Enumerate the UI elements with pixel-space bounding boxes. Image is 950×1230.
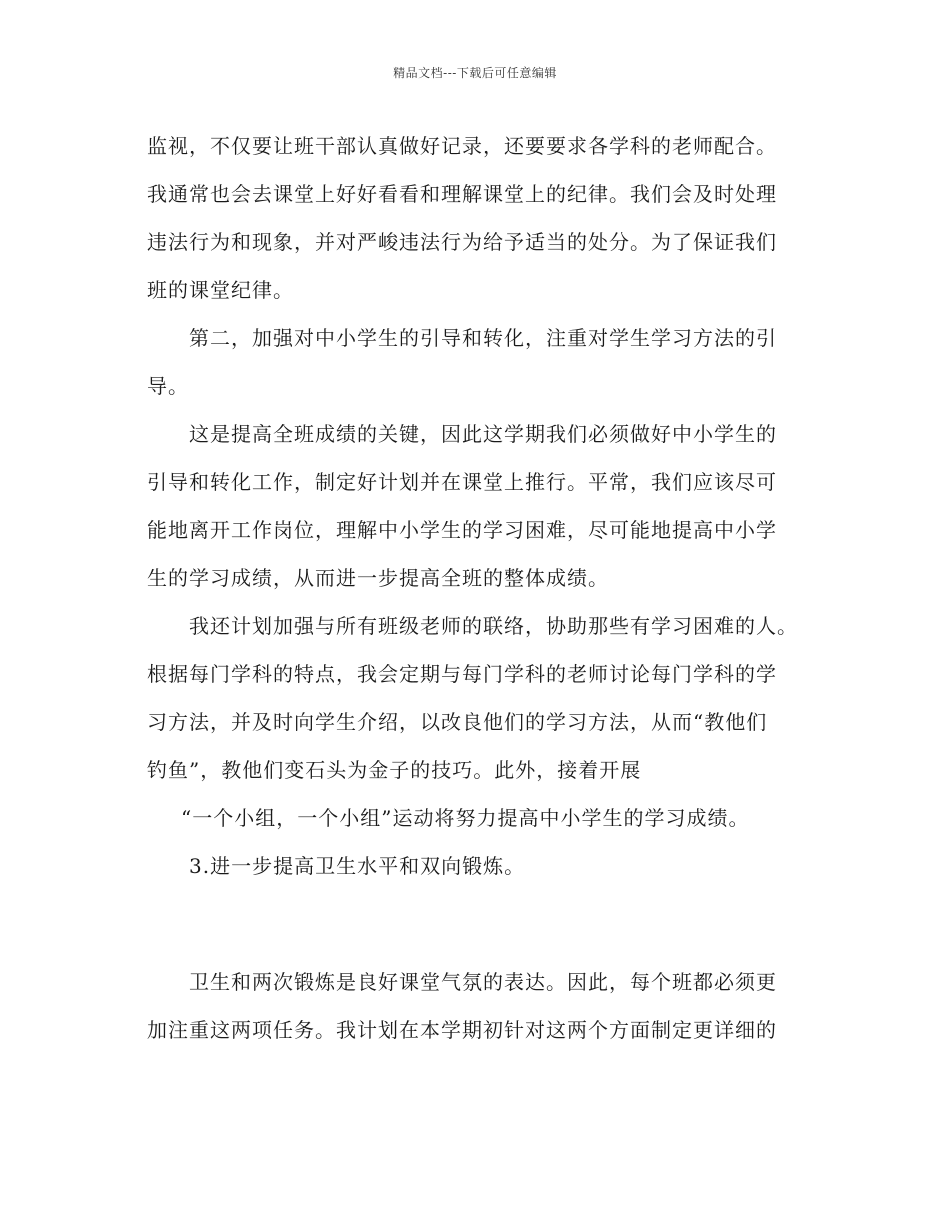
paragraph-gap xyxy=(147,890,827,958)
text-line: 违法行为和现象，并对严峻违法行为给予适当的处分。为了保证我们 xyxy=(147,230,777,254)
text-line: 钓鱼”，教他们变石头为金子的技巧。此外，接着开展 xyxy=(147,758,642,782)
text-line: “一个小组，一个小组”运动将努力提高中小学生的学习成绩。 xyxy=(181,806,750,830)
text-line: 班的课堂纪律。 xyxy=(147,278,294,302)
text-line: 监视，不仅要让班干部认真做好记录，还要要求各学科的老师配合。 xyxy=(147,134,777,158)
text-line: 生的学习成绩，从而进一步提高全班的整体成绩。 xyxy=(147,566,609,590)
text-line: 引导和转化工作，制定好计划并在课堂上推行。平常，我们应该尽可 xyxy=(147,470,777,494)
document-body xyxy=(147,122,827,1054)
text-line: 导。 xyxy=(147,374,189,398)
text-line: 能地离开工作岗位，理解中小学生的学习困难，尽可能地提高中小学 xyxy=(147,518,777,542)
text-line: 加注重这两项任务。我计划在本学期初针对这两个方面制定更详细的 xyxy=(147,1018,777,1042)
section-heading: 3.进一步提高卫生水平和双向锻炼。 xyxy=(189,854,526,878)
text-line: 这是提高全班成绩的关键，因此这学期我们必须做好中小学生的 xyxy=(189,422,777,446)
page-header: 精品文档---下载后可任意编辑 xyxy=(393,66,557,80)
text-line: 习方法，并及时向学生介绍，以改良他们的学习方法，从而“教他们 xyxy=(147,710,768,734)
text-line: 卫生和两次锻炼是良好课堂气氛的表达。因此，每个班都必须更 xyxy=(189,970,777,994)
text-line: 根据每门学科的特点，我会定期与每门学科的老师讨论每门学科的学 xyxy=(147,662,777,686)
text-line: 我还计划加强与所有班级老师的联络，协助那些有学习困难的人。 xyxy=(189,614,798,638)
text-line: 我通常也会去课堂上好好看看和理解课堂上的纪律。我们会及时处理 xyxy=(147,182,777,206)
text-line: 第二，加强对中小学生的引导和转化，注重对学生学习方法的引 xyxy=(189,326,777,350)
